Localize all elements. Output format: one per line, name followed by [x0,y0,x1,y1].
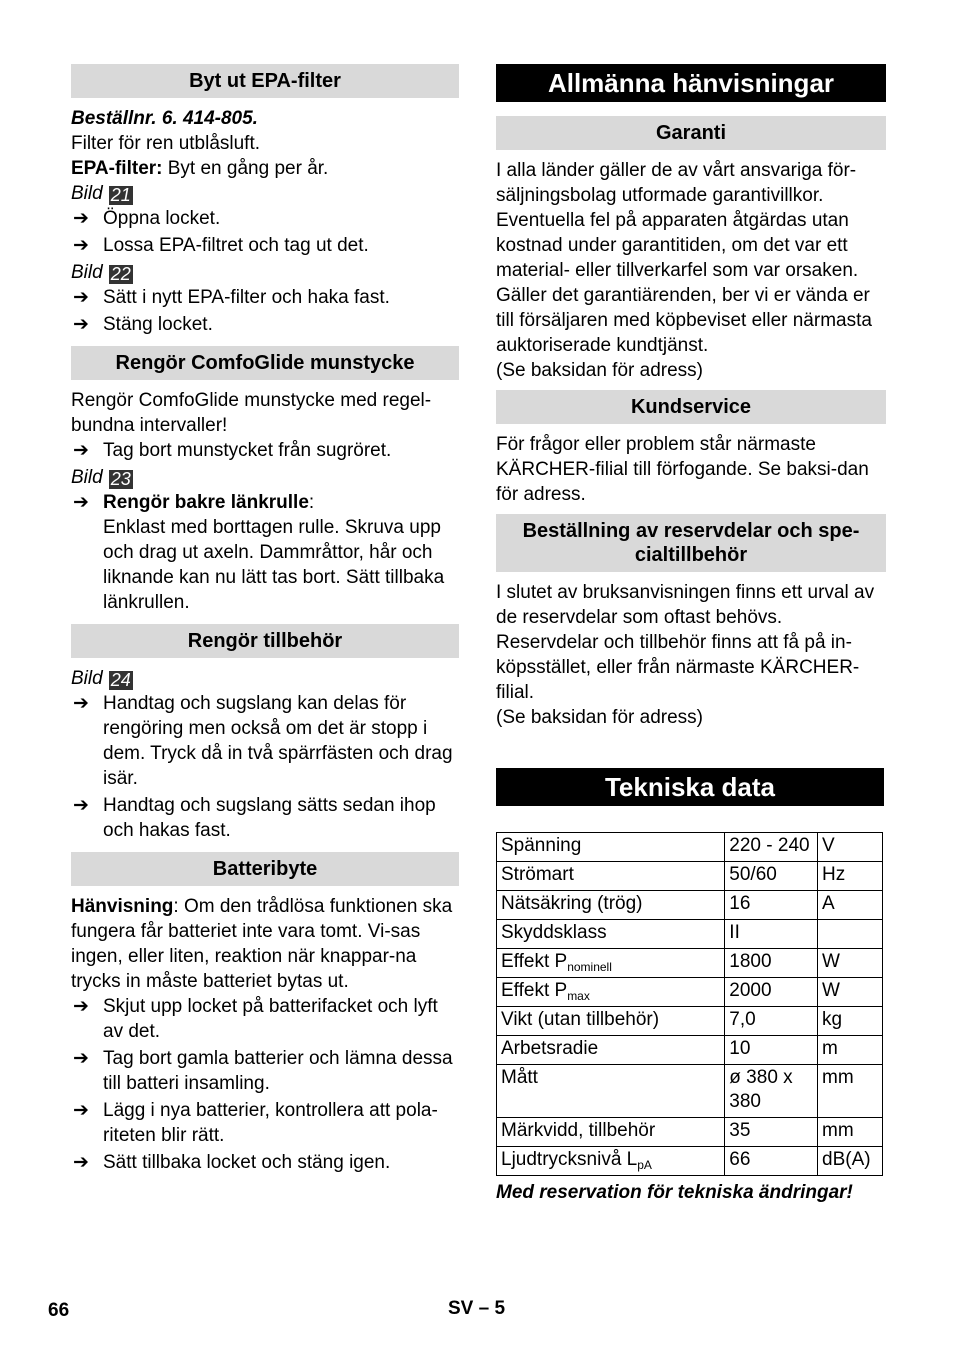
step-text: Tag bort gamla batterier och lämna dessa till batteri insamling. [103,1048,453,1094]
step-text: Handtag och sugslang kan delas för rengöring men också om det är stopp i dem. Tryck då in två spärrfästen och drag isär. [103,693,453,789]
epa-line-2-bold: EPA-filter: [71,158,163,179]
table-row [497,1007,883,1036]
table-row [497,1036,883,1065]
figure-ref-24 [71,666,459,691]
arrow-right-icon: ➔ [73,208,89,229]
spare-text-1: I slutet av bruksanvisningen finns ett urval av de reservdelar som oftast behövs. [496,582,875,628]
warranty-address: (Se baksidan för adress) [496,360,703,381]
table-row [497,833,883,862]
spec-label-cell [497,862,725,891]
section-heading-battery: Batteribyte [71,852,459,886]
arrow-right-icon: ➔ [73,1100,89,1121]
spec-label-subscript: max [567,989,590,1003]
spec-value: 35 [725,1118,818,1147]
spare-text-2: Reservdelar och tillbehör finns att få på in-köpsstället, eller från närmaste KÄRCHER-filial. [496,632,860,703]
note-label: Hänvisning [71,896,174,917]
spec-unit: V [818,833,883,862]
tech-data-table [496,832,883,1176]
step-item [71,490,459,515]
spec-value: 10 [725,1036,818,1065]
step-item [71,285,459,310]
arrow-right-icon: ➔ [73,996,89,1017]
page-number: 66 [48,1300,70,1321]
table-row [497,1147,883,1176]
arrow-right-icon: ➔ [73,235,89,256]
chapter-heading-general: Allmänna hänvisningar [496,64,886,102]
section-heading-warranty: Garanti [496,116,886,150]
spec-unit: A [818,891,883,920]
spec-label-cell [497,1065,725,1118]
spec-label-cell [497,1118,725,1147]
spec-value: 2000 [725,978,818,1007]
step-text: Handtag och sugslang sätts sedan ihop och hakas fast. [103,795,436,841]
spec-label-cell [497,920,725,949]
step-item [71,1098,459,1148]
table-row [497,1065,883,1118]
arrow-right-icon: ➔ [73,492,89,513]
step-text: Lägg i nya batterier, kontrollera att pola-riteten blir rätt. [103,1100,438,1146]
chapter-heading-tech-data: Tekniska data [496,768,884,806]
step-text: Tag bort munstycket från sugröret. [103,440,392,461]
spec-unit: m [818,1036,883,1065]
figure-ref-22 [71,260,459,285]
spec-label: Spänning [501,835,582,856]
warranty-text: I alla länder gäller de av vårt ansvariga för-säljningsbolag utformade garantivillkor. Eventuella fel på apparaten åtgärdas utan kostnad under garantitiden, om det var ett material- eller tillverkarfel som var orsaken. Gäller det garantiärenden, ber vi er vända er till försäljaren med köpbeviset eller närmasta auktoriserade kundtjänst. [496,160,872,356]
arrow-right-icon: ➔ [73,1152,89,1173]
spec-label-cell [497,833,725,862]
figure-ref-21 [71,181,459,206]
spec-unit: kg [818,1007,883,1036]
step-detail: Enklast med borttagen rulle. Skruva upp och drag ut axeln. Dammråttor, hår och liknande kan nu lätt tas bort. Sätt tillbaka länkrullen. [103,517,445,613]
service-text: För frågor eller problem står närmaste KÄRCHER-filial till förfogande. Se baksi-dan för adress. [496,434,869,505]
figure-number-badge: 22 [110,264,131,284]
step-text: Stäng locket. [103,314,213,335]
spec-value: 220 - 240 [725,833,818,862]
table-row [497,920,883,949]
table-row [497,862,883,891]
arrow-right-icon: ➔ [73,795,89,816]
table-row [497,1118,883,1147]
section-heading-epa: Byt ut EPA-filter [71,64,459,98]
figure-number-badge: 24 [110,670,131,690]
step-item [71,1046,459,1096]
step-text: Öppna locket. [103,208,221,229]
spec-unit: mm [818,1118,883,1147]
section-heading-service: Kundservice [496,390,886,424]
step-item [71,691,459,791]
step-item [71,233,459,258]
spec-label-subscript: nominell [567,960,612,974]
step-item [71,312,459,337]
spec-value: 16 [725,891,818,920]
figure-ref-23 [71,465,459,490]
arrow-right-icon: ➔ [73,287,89,308]
step-text: Lossa EPA-filtret och tag ut det. [103,235,369,256]
language-page-label: SV – 5 [448,1298,506,1319]
spec-value: 7,0 [725,1007,818,1036]
spec-label-cell [497,1147,725,1176]
reservation-note: Med reservation för tekniska ändringar! [496,1182,853,1203]
figure-number-badge: 23 [110,469,131,489]
arrow-right-icon: ➔ [73,1048,89,1069]
arrow-right-icon: ➔ [73,693,89,714]
spec-value: ø 380 x 380 [725,1065,818,1118]
spec-value: 50/60 [725,862,818,891]
spec-label-cell [497,949,725,978]
epa-line-1: Filter för ren utblåsluft. [71,133,261,154]
spare-address: (Se baksidan för adress) [496,707,703,728]
comfoglide-intro: Rengör ComfoGlide munstycke med regel-bundna intervaller! [71,390,432,436]
table-row [497,949,883,978]
step-item [71,438,459,463]
order-number: Beställnr. 6. 414-805. [71,108,258,129]
battery-note [71,894,459,994]
epa-line-2 [71,156,459,181]
step-text: : [308,492,315,513]
spec-unit: dB(A) [818,1147,883,1176]
spec-label: Arbetsradie [501,1038,599,1059]
spec-label: Effekt P [501,951,568,972]
figure-label: Bild [71,262,103,283]
figure-number-badge: 21 [110,185,131,205]
spec-label: Effekt P [501,980,568,1001]
step-item [71,1150,459,1175]
spec-label: Nätsäkring (trög) [501,893,643,914]
spec-label: Mått [501,1067,538,1088]
step-text: Sätt i nytt EPA-filter och haka fast. [103,287,390,308]
spec-label-cell [497,978,725,1007]
spec-unit: Hz [818,862,883,891]
spec-label-cell [497,1007,725,1036]
spec-label-cell [497,1036,725,1065]
spec-unit: W [818,978,883,1007]
step-item [71,206,459,231]
spec-label: Märkvidd, tillbehör [501,1120,656,1141]
spec-value: II [725,920,818,949]
step-item [71,793,459,843]
arrow-right-icon: ➔ [73,440,89,461]
spec-label: Skyddsklass [501,922,607,943]
table-row [497,891,883,920]
section-heading-accessories: Rengör tillbehör [71,624,459,658]
left-column [71,64,459,1175]
table-row [497,978,883,1007]
spec-label-cell [497,891,725,920]
section-heading-comfoglide: Rengör ComfoGlide munstycke [71,346,459,380]
spec-label: Ljudtrycksnivå L [501,1149,638,1170]
spec-value: 66 [725,1147,818,1176]
step-text: Skjut upp locket på batterifacket och lyft av det. [103,996,438,1042]
note-text: : Om den trådlösa funktionen ska fungera får batteriet inte vara tomt. Vi-sas ingen, eller liten, reaktion när knappar-na trycks in måste batteriet bytas ut. [71,896,453,992]
epa-line-2-rest: Byt en gång per år. [162,158,329,179]
figure-label: Bild [71,668,103,689]
section-heading-spare-parts: Beställning av reservdelar och spe-cialtillbehör [496,514,886,572]
spec-unit: W [818,949,883,978]
spec-value: 1800 [725,949,818,978]
right-column [496,64,886,1205]
step-item [71,994,459,1044]
step-text-bold: Rengör bakre länkrulle [103,492,309,513]
spec-unit: mm [818,1065,883,1118]
spec-unit [818,920,883,949]
figure-label: Bild [71,467,103,488]
step-text: Sätt tillbaka locket och stäng igen. [103,1152,391,1173]
spec-label: Strömart [501,864,574,885]
spec-label-subscript: pA [637,1158,652,1172]
spec-label: Vikt (utan tillbehör) [501,1009,660,1030]
figure-label: Bild [71,183,103,204]
arrow-right-icon: ➔ [73,314,89,335]
